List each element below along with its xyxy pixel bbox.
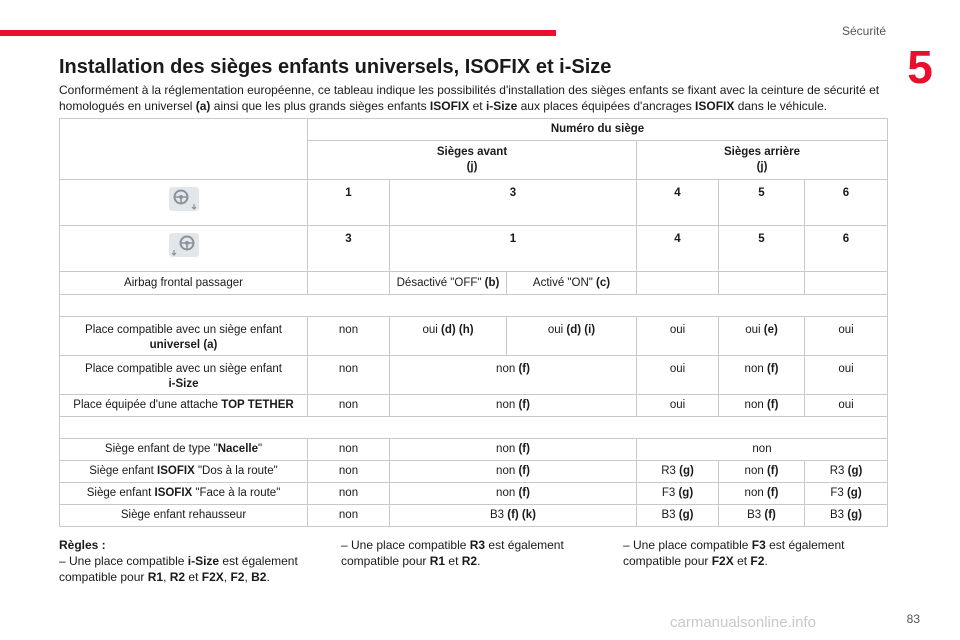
rule-bold: R2 <box>169 570 186 584</box>
seat-number: 4 <box>674 233 681 245</box>
seat-cell <box>308 180 390 226</box>
rule-text: , <box>223 570 231 584</box>
rule-bold: R1 <box>429 554 446 568</box>
intro-text: aux places équipées d'ancrages <box>517 99 696 113</box>
table-row <box>60 461 888 483</box>
rule-bold: F2 <box>750 554 765 568</box>
table-row <box>60 395 888 417</box>
value-note: (g) <box>678 487 694 499</box>
row-label-text: " <box>257 443 263 455</box>
table-row <box>60 180 888 226</box>
intro-bold: (a) <box>195 99 211 113</box>
seat-number: 6 <box>842 187 850 199</box>
intro-text: ainsi que les plus grands sièges enfants <box>210 99 430 113</box>
row-label-text: Place équipée d'une attache <box>73 399 222 411</box>
table-cell-empty <box>637 272 719 295</box>
seat-cell <box>805 226 888 272</box>
value-text: non <box>744 399 767 411</box>
row-label-bold: universel (a) <box>149 339 218 351</box>
value-note: (f) <box>766 487 779 499</box>
value-cell <box>637 505 719 527</box>
rear-seats-label: Sièges arrière <box>723 146 801 158</box>
rear-seats-header <box>637 141 888 180</box>
header-red-bar <box>0 30 556 36</box>
value-cell: non <box>308 317 390 356</box>
table-spacer-row <box>60 417 888 439</box>
seat-cell <box>637 180 719 226</box>
row-label-bold: ISOFIX <box>154 487 193 499</box>
table-cell-empty <box>60 119 308 180</box>
rule-text: – Une place compatible <box>341 538 470 552</box>
value-note: (f) <box>764 509 776 521</box>
seat-cell <box>390 180 637 226</box>
seat-number: 1 <box>345 187 352 199</box>
seat-cell <box>390 226 637 272</box>
table-row <box>60 119 888 141</box>
airbag-off-label: Désactivé "OFF" <box>396 276 485 289</box>
value-cell <box>390 317 507 356</box>
value-cell: non <box>308 395 390 417</box>
steering-wheel-right-icon <box>168 232 200 258</box>
seat-cell <box>719 180 805 226</box>
row-label: Airbag frontal passager <box>60 272 308 295</box>
seat-number: 3 <box>345 233 352 245</box>
chapter-number: 5 <box>907 41 933 93</box>
rule-text: . <box>477 554 481 568</box>
value-cell <box>805 483 888 505</box>
table-cell-empty <box>60 295 888 317</box>
rule-text: et <box>445 554 462 568</box>
rear-seats-note: (j) <box>756 161 768 173</box>
rule-text: est également compatible pour <box>59 554 298 584</box>
rhd-icon-cell <box>60 226 308 272</box>
front-seats-label: Sièges avant <box>436 146 508 158</box>
row-label-text: "Face à la route" <box>192 487 281 499</box>
row-label-text: Place compatible avec un siège enfant <box>85 363 282 375</box>
value-cell <box>719 317 805 356</box>
value-text: B3 <box>830 509 848 521</box>
value-cell <box>637 461 719 483</box>
value-text: non <box>496 465 519 477</box>
value-cell: oui <box>805 395 888 417</box>
rules-column-1 <box>59 537 314 585</box>
rule-bold: F3 <box>751 538 766 552</box>
value-cell <box>719 461 805 483</box>
row-label-bold: i-Size <box>168 378 199 390</box>
row-label-text: "Dos à la route" <box>194 465 278 477</box>
value-cell <box>805 461 888 483</box>
value-text: oui <box>422 324 441 336</box>
value-text: non <box>496 443 519 455</box>
value-cell: oui <box>805 356 888 395</box>
value-cell <box>719 483 805 505</box>
seat-cell <box>308 226 390 272</box>
value-cell <box>390 461 637 483</box>
value-text: non <box>744 363 767 375</box>
value-text: R3 <box>661 465 680 477</box>
value-note: (f) <box>518 465 530 477</box>
lhd-icon-cell <box>60 180 308 226</box>
value-text: R3 <box>829 465 848 477</box>
value-note: (f) <box>518 487 530 499</box>
value-cell <box>390 356 637 395</box>
rules-column-2 <box>341 537 596 569</box>
value-note: (e) <box>763 324 778 336</box>
airbag-on-label: Activé "ON" <box>532 276 597 289</box>
value-cell <box>719 356 805 395</box>
value-cell: non <box>308 461 390 483</box>
front-seats-note: (j) <box>466 161 478 173</box>
value-note: (g) <box>847 509 862 521</box>
value-cell: non <box>637 439 888 461</box>
value-cell: oui <box>637 317 719 356</box>
row-label <box>60 461 308 483</box>
rules-column-3 <box>623 537 885 569</box>
seat-cell <box>637 226 719 272</box>
rule-text: . <box>266 570 270 584</box>
row-label <box>60 356 308 395</box>
row-label-bold: TOP TETHER <box>221 399 294 411</box>
value-cell <box>390 395 637 417</box>
value-note: (g) <box>678 509 694 521</box>
value-text: oui <box>745 324 764 336</box>
value-cell: oui <box>805 317 888 356</box>
rule-text: est également compatible pour <box>341 538 564 568</box>
value-note: (g) <box>846 487 862 499</box>
value-text: non <box>744 487 767 499</box>
page-title: Installation des sièges enfants universels, ISOFIX et i-Size <box>59 56 612 78</box>
rule-bold: i-Size <box>187 554 220 568</box>
value-note: (f) <box>766 465 779 477</box>
value-cell: non <box>308 483 390 505</box>
row-label-text: Siège enfant <box>86 487 155 499</box>
value-cell <box>719 395 805 417</box>
value-note: (d) (i) <box>566 324 596 336</box>
rules-heading: Règles : <box>59 538 106 552</box>
intro-paragraph <box>59 82 887 114</box>
value-cell <box>390 483 637 505</box>
seat-number: 1 <box>509 233 517 245</box>
airbag-off-note: (b) <box>484 276 500 289</box>
value-cell: oui <box>637 395 719 417</box>
value-cell <box>390 505 637 527</box>
rule-text: et <box>733 554 751 568</box>
value-cell <box>719 505 805 527</box>
rule-text: , <box>244 570 252 584</box>
table-row <box>60 505 888 527</box>
rule-bold: F2X <box>201 570 224 584</box>
table-cell-empty <box>719 272 805 295</box>
row-label <box>60 395 308 417</box>
row-label-bold: ISOFIX <box>157 465 195 477</box>
table-row <box>60 272 888 295</box>
value-note: (f) (k) <box>507 509 536 521</box>
row-label <box>60 317 308 356</box>
value-cell: oui <box>637 356 719 395</box>
value-text: oui <box>547 324 567 336</box>
value-text: B3 <box>747 509 765 521</box>
value-cell <box>637 483 719 505</box>
airbag-on-note: (c) <box>596 276 611 289</box>
rule-bold: B2 <box>251 570 267 584</box>
rule-text: , <box>163 570 170 584</box>
value-text: F3 <box>661 487 679 499</box>
row-label-text: Place compatible avec un siège enfant <box>85 324 282 336</box>
seat-number: 5 <box>758 187 765 199</box>
value-cell: non <box>308 505 390 527</box>
value-note: (f) <box>518 399 530 411</box>
seat-number: 5 <box>758 233 765 245</box>
row-label <box>60 483 308 505</box>
airbag-off-cell <box>390 272 507 295</box>
intro-text: dans le véhicule. <box>734 99 828 113</box>
intro-text: Conformément à la réglementation européenne, ce tableau indique les possibilités d'installation des sièges enfants se fixant avec la ceinture de sécurité et homologués en universel <box>59 83 880 113</box>
value-text: F3 <box>830 487 847 499</box>
row-label: Siège enfant rehausseur <box>60 505 308 527</box>
value-note: (f) <box>518 363 530 375</box>
intro-bold: i-Size <box>485 99 518 113</box>
rule-bold: R1 <box>147 570 164 584</box>
intro-text: et <box>469 99 486 113</box>
table-cell-empty <box>60 417 888 439</box>
child-seat-table <box>59 118 888 527</box>
table-row <box>60 439 888 461</box>
rule-text: est également compatible pour <box>623 538 845 568</box>
seat-number: 4 <box>674 187 681 199</box>
seat-number: 3 <box>509 187 517 199</box>
front-seats-header <box>308 141 637 180</box>
row-label-bold: Nacelle <box>217 443 258 455</box>
rule-text: – Une place compatible <box>59 554 188 568</box>
rule-text: et <box>185 570 202 584</box>
rule-bold: F2X <box>711 554 734 568</box>
value-note: (d) (h) <box>440 324 474 336</box>
value-note: (g) <box>847 465 863 477</box>
table-row <box>60 226 888 272</box>
table-row <box>60 483 888 505</box>
value-cell: non <box>308 356 390 395</box>
seat-number-header <box>308 119 888 141</box>
intro-bold: ISOFIX <box>695 99 735 113</box>
rule-bold: F2 <box>230 570 245 584</box>
value-cell <box>390 439 637 461</box>
seat-number-label: Numéro du siège <box>550 123 645 135</box>
value-cell: non <box>308 439 390 461</box>
value-text: B3 <box>661 509 679 521</box>
value-cell <box>805 505 888 527</box>
seat-cell <box>719 226 805 272</box>
seat-number: 6 <box>842 233 850 245</box>
steering-wheel-left-icon <box>168 186 200 212</box>
intro-bold: ISOFIX <box>429 99 470 113</box>
table-cell-empty <box>805 272 888 295</box>
value-note: (f) <box>766 363 779 375</box>
row-label <box>60 439 308 461</box>
rule-bold: R2 <box>461 554 478 568</box>
watermark: carmanualsonline.info <box>670 614 816 631</box>
rule-text: . <box>764 554 768 568</box>
rule-bold: R3 <box>469 538 486 552</box>
value-text: non <box>744 465 767 477</box>
row-label-text: Siège enfant de type " <box>104 443 218 455</box>
value-note: (f) <box>766 399 779 411</box>
value-text: non <box>496 399 519 411</box>
page-number: 83 <box>906 612 920 626</box>
value-text: B3 <box>489 509 508 521</box>
row-label-text: Siège enfant <box>89 465 158 477</box>
table-spacer-row <box>60 295 888 317</box>
table-row <box>60 317 888 356</box>
table-cell-empty <box>308 272 390 295</box>
section-name: Sécurité <box>841 24 886 38</box>
airbag-on-cell <box>507 272 637 295</box>
value-cell <box>507 317 637 356</box>
table-row <box>60 356 888 395</box>
seat-cell <box>805 180 888 226</box>
value-note: (g) <box>679 465 694 477</box>
value-text: non <box>496 363 519 375</box>
value-text: non <box>496 487 519 499</box>
value-note: (f) <box>518 443 530 455</box>
rule-text: – Une place compatible <box>623 538 752 552</box>
